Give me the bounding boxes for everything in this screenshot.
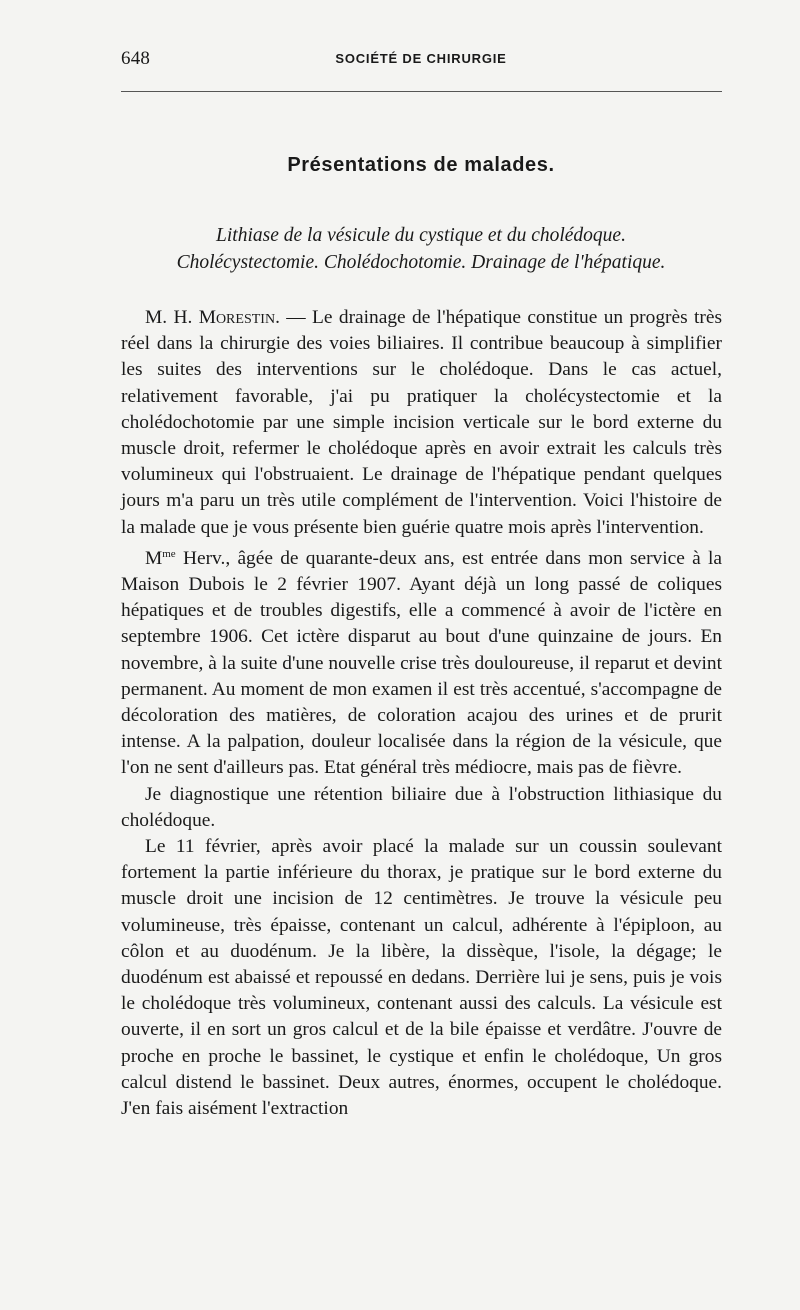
case-subtitle [121,222,721,276]
page-number: 648 [121,48,151,69]
section-title: Présentations de malades. [287,154,555,176]
running-head [121,48,721,74]
journal-title: SOCIÉTÉ DE CHIRURGIE [335,51,507,66]
title-superscript: me [162,547,176,560]
paragraph-2-text: Herv., âgée de quarante-deux ans, est entrée dans mon service à la Maison Dubois le 2 février 1907. Ayant déjà un long passé de coliques hépatiques et de troubles digestifs, elle a commencé à avoir de l'ictère en septembre 1906. Cet ictère disparut au bout d'une quinzaine de jours. En novembre, à la suite d'une nouvelle crise très douloureuse, il reparut et devint permanent. Au moment de mon examen il est très accentué, s'accompagne de décoloration des matières, de coloration acajou des urines et de prurit intense. A la palpation, douleur localisée dans la région de la vésicule, que l'on ne sent d'ailleurs pas. Etat général très médiocre, mais pas de fièvre. [121,547,722,779]
body-text [121,305,722,1122]
paragraph-2 [121,541,722,782]
header-rule [121,91,722,92]
subtitle-line-1: Lithiase de la vésicule du cystique et du cholédoque. [216,225,626,246]
subtitle-line-2: Cholécystectomie. Cholédochotomie. Drainage de l'hépatique. [176,252,666,273]
author-name: Morestin [198,307,276,328]
title-prefix: M [145,547,163,569]
paragraph-3: Je diagnostique une rétention biliaire due à l'obstruction lithiasique du cholédoque. [121,783,722,831]
paragraph-4: Le 11 février, après avoir placé la malade sur un coussin soulevant fortement la partie inférieure du thorax, je pratique sur le bord externe du muscle droit une incision de 12 centimètres. Je trouve la vésicule peu volumineuse, très épaisse, contenant un calcul, adhérente à l'épiploon, au côlon et au duodénum. Je la libère, la dissèque, l'isole, la dégage; le duodénum est abaissé et repoussé en dedans. Derrière lui je sens, puis je vois le cholédoque très volumineux, contenant aussi des calculs. La vésicule est ouverte, il en sort un gros calcul et de la bile épaisse et verdâtre. J'ouvre de proche en proche le bassinet, le cystique et enfin le cholédoque, Un gros calcul distend le bassinet. Deux autres, énormes, occupent le cholédoque. J'en fais aisément l'extraction [121,836,722,1120]
author-prefix: M. H. [145,307,199,328]
paragraph-1 [121,305,722,541]
paragraph-1-text: . — Le drainage de l'hépatique constitue un progrès très réel dans la chirurgie des voies biliaires. Il contribue beaucoup à simplifier les suites des interventions sur le cholédoque. Dans le cas actuel, relativement favorable, j'ai pu pratiquer la cholécystectomie et la cholédochotomie par une simple incision verticale sur le bord externe du muscle droit, refermer le cholédoque après en avoir extrait les calculs très volumineux qui l'obstruaient. Le drainage de l'hépatique pendant quelques jours m'a paru un très utile complément de l'intervention. Voici l'histoire de la malade que je vous présente bien guérie quatre mois après l'intervention. [121,307,722,538]
